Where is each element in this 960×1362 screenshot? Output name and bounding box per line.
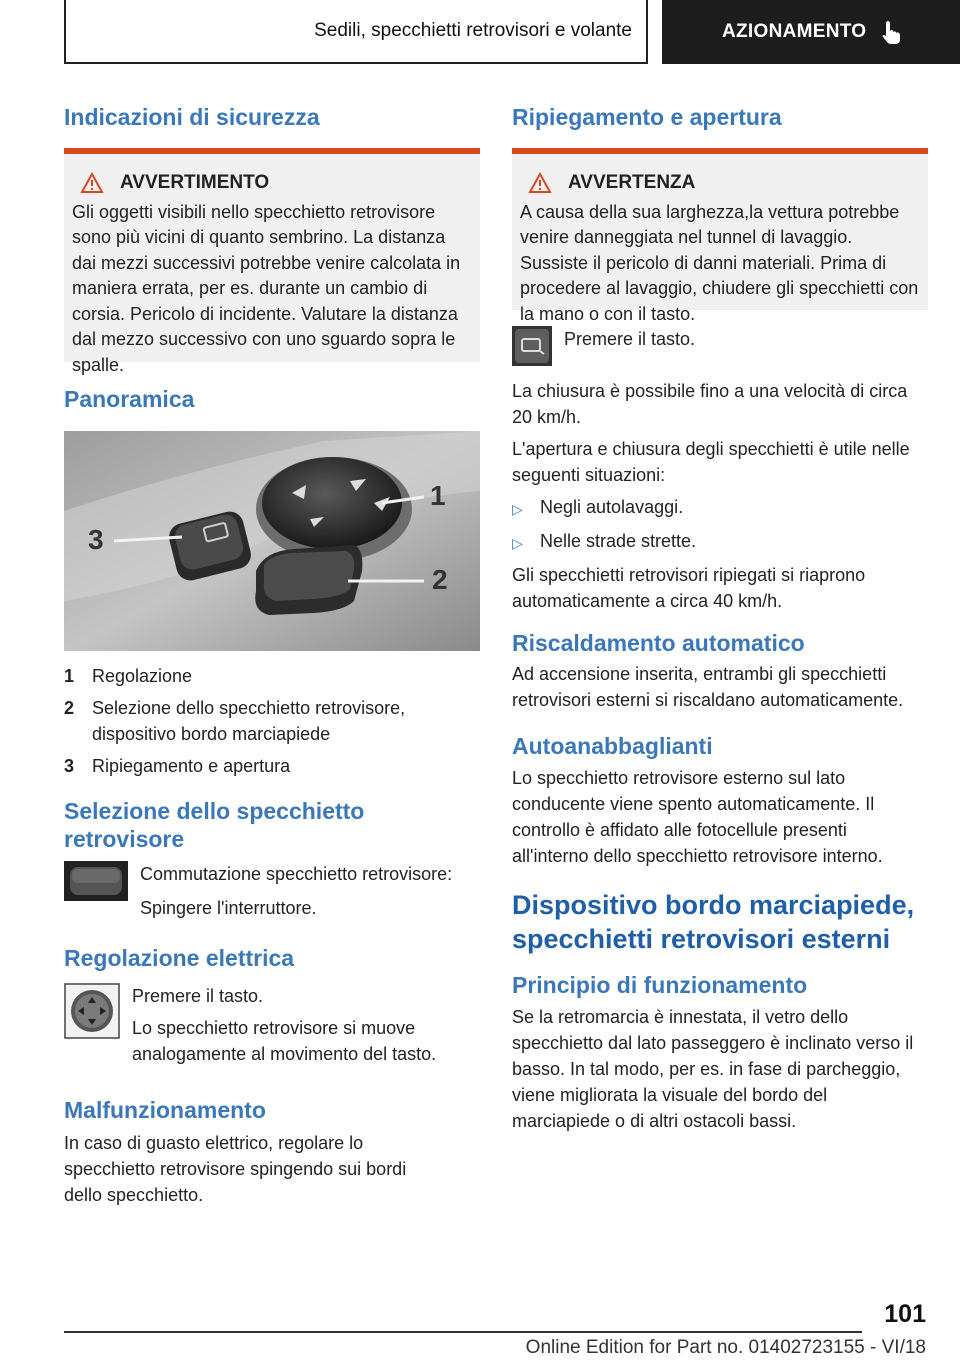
heading-safety: Indicazioni di sicurezza bbox=[64, 104, 320, 130]
mirror-select-switch-icon bbox=[64, 861, 128, 901]
antiglare-text: Lo specchietto retrovisore esterno sul lato conducente viene spento automaticamente. Il controllo è affidato alle fotocellule presenti all'interno dello specchietto retrovisore interno. bbox=[512, 767, 883, 866]
chapter-title: AZIONAMENTO bbox=[722, 21, 867, 42]
section-title: Sedili, specchietti retrovisori e volante bbox=[314, 20, 632, 41]
principle-text: Se la retromarcia è innestata, il vetro dello specchietto dal lato passeggero è inclinato verso il basso. In tal modo, per es. in fase di parcheggio, viene migliorata la visuale del bordo del marciapiede o di altri ostacoli bassi. bbox=[512, 1006, 914, 1131]
notice-box bbox=[512, 148, 928, 324]
warning-triangle-icon bbox=[528, 172, 552, 194]
list-item: ▷ Negli autolavaggi. bbox=[512, 496, 684, 517]
heating-text: Ad accensione inserita, entrambi gli specchietti retrovisori esterni si riscaldano automaticamente. bbox=[512, 664, 904, 711]
select-instruction: Commutazione specchietto retrovisore: bbox=[140, 864, 453, 885]
header-section-title bbox=[64, 0, 648, 64]
heading-electric-adjust: Regolazione elettrica bbox=[64, 945, 295, 972]
select-row bbox=[64, 861, 480, 921]
right-column bbox=[512, 100, 928, 1134]
mirror-control-photo bbox=[64, 431, 480, 651]
heading-fold: Ripiegamento e apertura bbox=[512, 104, 782, 130]
notice-text: A causa della sua larghezza,la vettura potrebbe venire danneggiata nel tunnel di lavaggio. Sussiste il pericolo di danni materiali. Prima di procedere al lavaggio, chiudere gli specchietti con la mano o con il tasto. bbox=[520, 201, 919, 324]
hand-pointer-icon bbox=[880, 19, 904, 45]
electric-press: Premere il tasto. bbox=[132, 985, 264, 1006]
fold-press: Premere il tasto. bbox=[564, 328, 696, 349]
select-action: Spingere l'interruttore. bbox=[140, 898, 317, 919]
list-item: 2 Selezione dello specchietto retrovisore, dispositivo bordo marciapiede bbox=[64, 698, 406, 745]
electric-desc: Lo specchietto retrovisore si muove analogamente al movimento del tasto. bbox=[132, 1017, 437, 1064]
list-item: ▷ Nelle strade strette. bbox=[512, 530, 697, 551]
footer-divider bbox=[64, 1331, 862, 1333]
reopen-text: Gli specchietti retrovisori ripiegati si riaprono automaticamente a circa 40 km/h. bbox=[512, 564, 866, 611]
warning-triangle-icon bbox=[80, 172, 104, 194]
heading-heating: Riscaldamento automatico bbox=[512, 629, 805, 656]
malfunction-text: In caso di guasto elettrico, regolare lo specchietto retrovisore spingendo sui bordi dello specchietto. bbox=[64, 1133, 407, 1206]
notice-title: AVVERTENZA bbox=[520, 172, 920, 194]
heading-curb-device: Dispositivo bordo marciapiede, specchietti retrovisori esterni bbox=[512, 889, 915, 954]
overview-legend bbox=[64, 663, 480, 779]
heading-mirror-selection: Selezione dello specchietto retrovisore bbox=[64, 798, 365, 853]
situations-list bbox=[512, 494, 928, 556]
warning-text: Gli oggetti visibili nello specchietto retrovisore sono più vicini di quanto sembrino. La distanza dai mezzi successivi potrebbe venire calcolata in maniera errata, per es. durante un cambio di corsia. Pericolo di incidente. Valutare la distanza dal mezzo successivo con uno sguardo sopra le spalle. bbox=[72, 201, 461, 375]
header-chapter-tab[interactable] bbox=[662, 0, 960, 64]
electric-row bbox=[64, 983, 480, 1067]
heading-overview: Panoramica bbox=[64, 385, 195, 412]
heading-malfunction: Malfunzionamento bbox=[64, 1096, 266, 1123]
warning-title: AVVERTIMENTO bbox=[72, 172, 472, 194]
photo-label-2: 2 bbox=[432, 564, 448, 596]
useful-text: L'apertura e chiusura degli specchietti è utile nelle seguenti situazioni: bbox=[512, 438, 910, 485]
fold-mirror-button-icon bbox=[512, 326, 552, 366]
adjust-knob-icon bbox=[64, 983, 120, 1039]
closing-text: La chiusura è possibile fino a una velocità di circa 20 km/h. bbox=[512, 380, 908, 427]
edition-footer: Online Edition for Part no. 01402723155 - VI/18 bbox=[525, 1337, 926, 1358]
list-item: 3 Ripiegamento e apertura bbox=[64, 756, 291, 777]
heading-antiglare: Autoanabbaglianti bbox=[512, 733, 713, 760]
photo-label-1: 1 bbox=[430, 480, 446, 512]
photo-label-3: 3 bbox=[88, 524, 104, 556]
page-number: 101 bbox=[884, 1300, 926, 1328]
fold-button-row bbox=[512, 326, 928, 366]
heading-principle: Principio di funzionamento bbox=[512, 972, 808, 999]
left-column bbox=[64, 100, 480, 1208]
list-item: 1 Regolazione bbox=[64, 666, 193, 687]
warning-box bbox=[64, 148, 480, 375]
